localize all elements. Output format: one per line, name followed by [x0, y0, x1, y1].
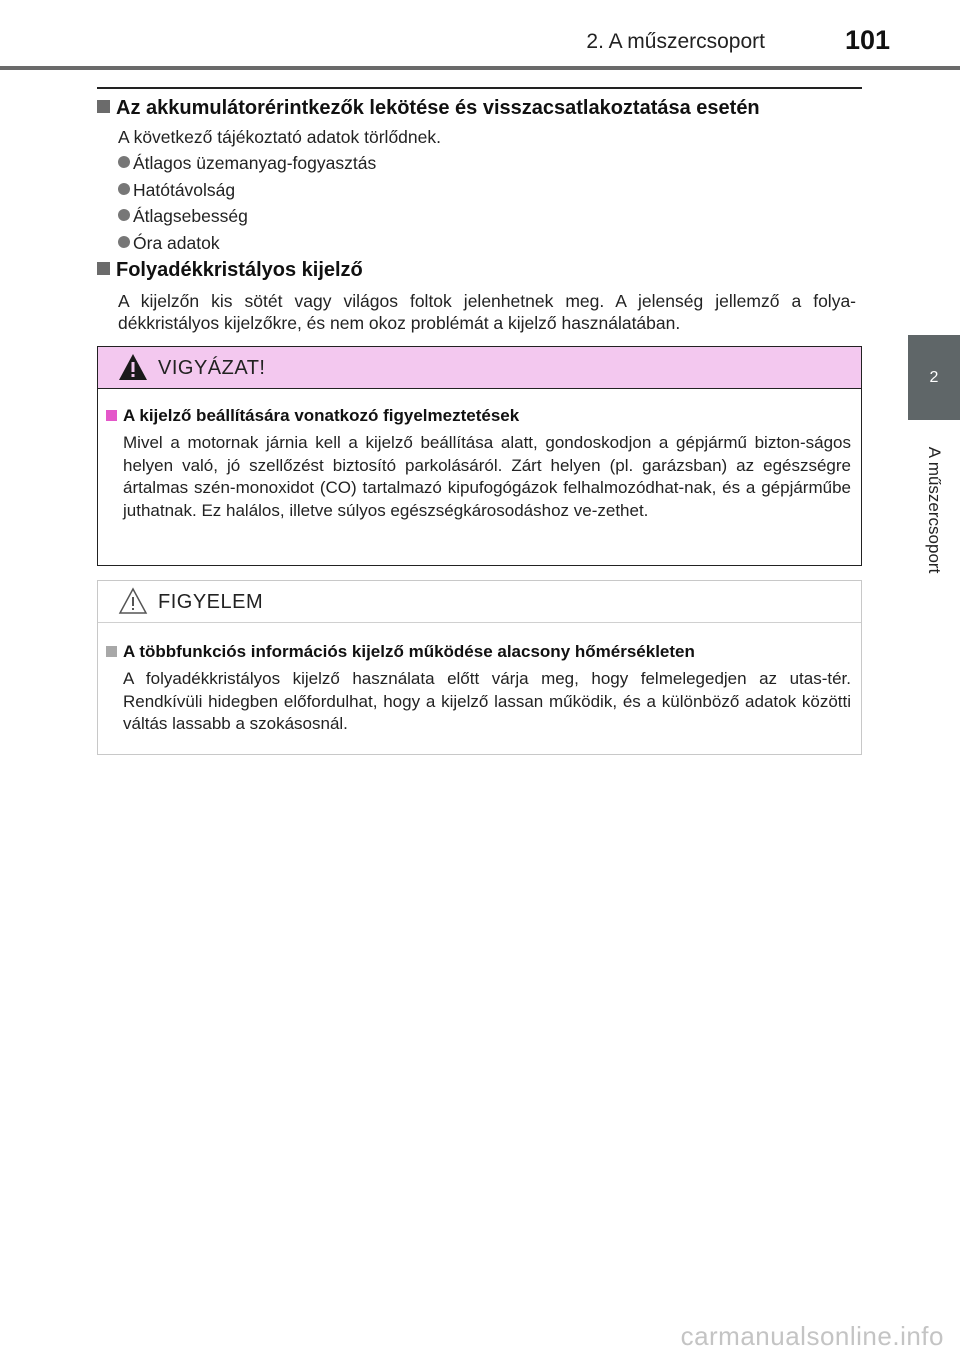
section1-heading-text: Az akkumulátorérintkezők lekötése és visszacsatlakoztatása esetén [116, 97, 760, 119]
notice-title: FIGYELEM [158, 591, 264, 613]
page-number: 101 [844, 25, 890, 55]
chapter-label: A műszercsoport [925, 446, 944, 574]
warning-title: VIGYÁZAT! [158, 357, 266, 379]
section1-heading [97, 97, 760, 120]
section2-text: A kijelzőn kis sötét vagy világos foltok jelenhetnek meg. A jelenség jellemző a folya-dékkristályos kijelzőkre, és nem okoz problémát a kijelző használatában. [118, 291, 856, 333]
list-item-text: Óra adatok [133, 233, 220, 253]
list-item [118, 180, 235, 201]
bullet-icon [118, 209, 130, 221]
notice-subheading-text: A többfunkciós információs kijelző működése alacsony hőmérsékleten [123, 642, 695, 661]
section2-heading [97, 259, 363, 282]
chapter-tab [908, 335, 960, 420]
content-divider [97, 87, 862, 89]
warning-text: Mivel a motornak járnia kell a kijelző beállítása alatt, gondoskodjon a gépjármű bizton-ságos helyen való, jó szellőzést biztosító parkolásáról. Zárt helyen (pl. garázsban) az egészségre ártalmas szén-monoxidot (CO) tartalmazó kipufogógázok felhalmozódhat-nak, és a gépjárműbe juthatnak. Ez halálos, illetve súlyos egészségkárosodáshoz ve-zethet. [123, 433, 851, 520]
notice-subheading [106, 642, 695, 662]
square-bullet-icon [97, 262, 110, 275]
square-bullet-icon [106, 646, 117, 657]
notice-box-header [98, 581, 861, 623]
chapter-number: 2 [929, 368, 939, 386]
list-item-text: Hatótávolság [133, 180, 236, 200]
list-item [118, 206, 248, 227]
bullet-icon [118, 236, 130, 248]
header-divider [0, 66, 960, 70]
list-item [118, 233, 220, 254]
list-item [118, 153, 376, 174]
bullet-icon [118, 183, 130, 195]
warning-triangle-icon [118, 353, 148, 381]
notice-text: A folyadékkristályos kijelző használata előtt várja meg, hogy felmelegedjen az utas-tér. Rendkívüli hidegben előfordulhat, hogy a kijelző lassan működik, és a különböző adatok közötti váltás lassabb a szokásosnál. [123, 669, 851, 733]
warning-box-header [98, 347, 861, 389]
section1-intro: A következő tájékoztató adatok törlődnek. [118, 127, 441, 147]
warning-subheading-text: A kijelző beállítására vonatkozó figyelmeztetések [123, 406, 520, 425]
warning-box [97, 346, 862, 566]
caution-triangle-icon [118, 587, 148, 615]
section2-heading-text: Folyadékkristályos kijelző [116, 259, 363, 281]
square-bullet-icon [106, 410, 117, 421]
square-bullet-icon [97, 100, 110, 113]
watermark: carmanualsonline.info [680, 1321, 944, 1351]
warning-subheading [106, 406, 519, 426]
list-item-text: Átlagsebesség [133, 206, 248, 226]
bullet-icon [118, 156, 130, 168]
list-item-text: Átlagos üzemanyag-fogyasztás [133, 153, 377, 173]
header-section-title: 2. A műszercsoport [586, 30, 765, 53]
notice-box [97, 580, 862, 755]
